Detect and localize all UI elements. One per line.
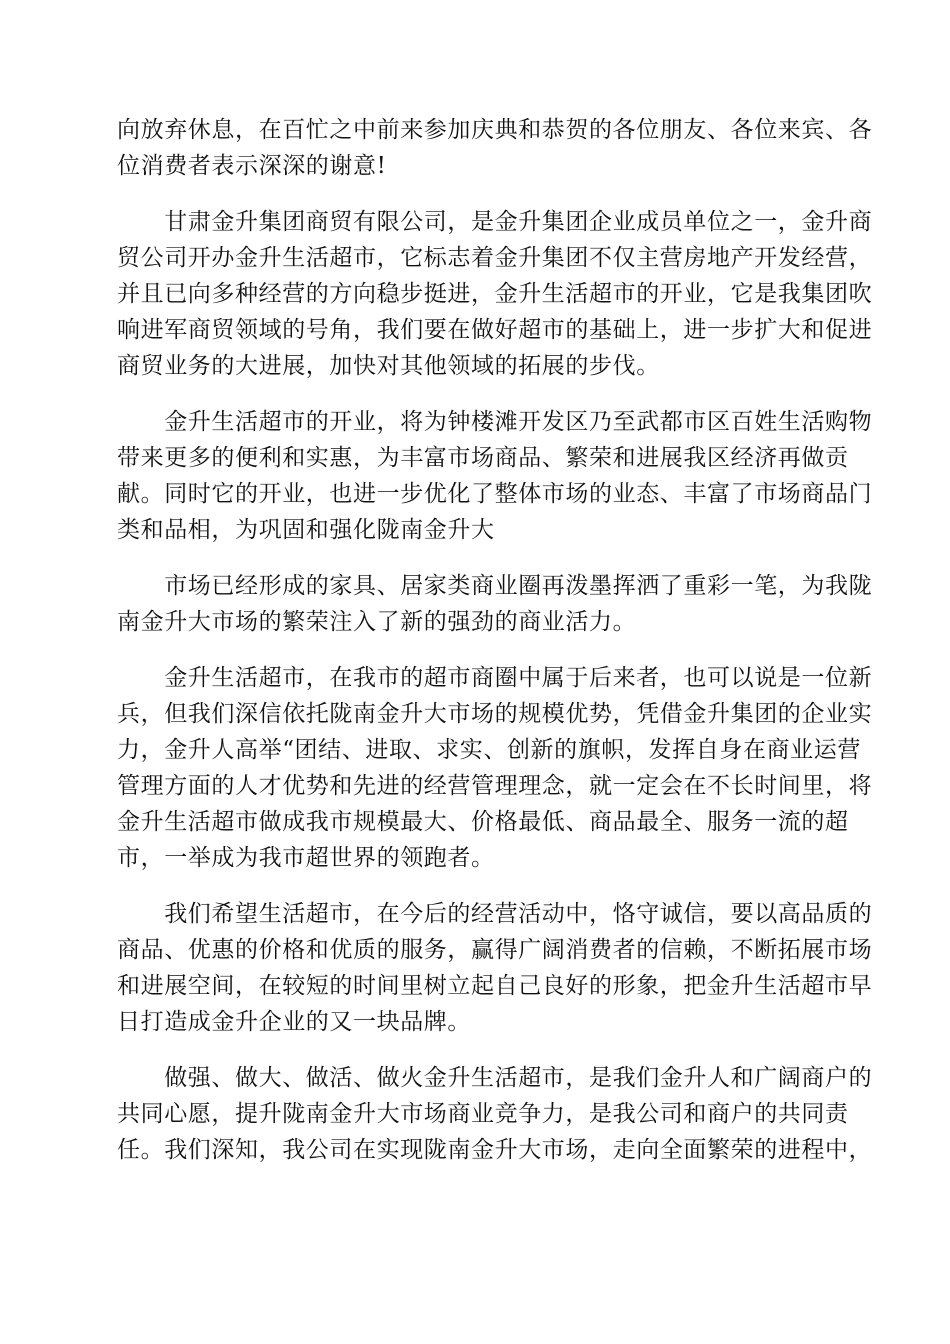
text-line: 位消费者表示深深的谢意! xyxy=(117,153,387,179)
text-line: 市场已经形成的家具、居家类商业圈再泼墨挥洒了重彩一笔，为我陇 xyxy=(117,573,873,599)
text-line: 带来更多的便利和实惠，为丰富市场商品、繁荣和进展我区经济再做贡 xyxy=(117,445,849,471)
text-line: 献。同时它的开业，也进一步优化了整体市场的业态、丰富了市场商品门 xyxy=(117,481,873,507)
text-line: 向放弃休息，在百忙之中前来参加庆典和恭贺的各位朋友、各位来宾、各 xyxy=(117,117,873,143)
text-line: 做强、做大、做活、做火金升生活超市，是我们金升人和广阔商户的 xyxy=(117,1065,873,1091)
paragraph-4 xyxy=(117,568,873,640)
paragraph-1 xyxy=(117,112,873,184)
text-line: 日打造成金升企业的又一块品牌。 xyxy=(117,1009,471,1035)
paragraph-3 xyxy=(117,404,873,548)
text-line: 商贸业务的大进展，加快对其他领域的拓展的步伐。 xyxy=(117,353,660,379)
text-line: 金升生活超市，在我市的超市商圈中属于后来者，也可以说是一位新 xyxy=(117,665,873,691)
text-line: 金升生活超市做成我市规模最大、价格最低、商品最全、服务一流的超 xyxy=(117,809,849,835)
text-line: 类和品相，为巩固和强化陇南金升大 xyxy=(117,517,495,543)
paragraph-7 xyxy=(117,1060,873,1168)
text-line: 和进展空间，在较短的时间里树立起自己良好的形象，把金升生活超市早 xyxy=(117,973,873,999)
text-line: 金升生活超市的开业，将为钟楼滩开发区乃至武都市区百姓生活购物 xyxy=(117,409,873,435)
text-line: 南金升大市场的繁荣注入了新的强劲的商业活力。 xyxy=(117,609,637,635)
text-line: 共同心愿，提升陇南金升大市场商业竞争力，是我公司和商户的共同责 xyxy=(117,1101,849,1127)
text-line: 我们希望生活超市，在今后的经营活动中，恪守诚信，要以高品质的 xyxy=(117,901,873,927)
text-line: 力，金升人高举“团结、进取、求实、创新的旗帜，发挥自身在商业运营 xyxy=(117,737,861,763)
text-line: 市，一举成为我市超世界的领跑者。 xyxy=(117,845,495,871)
text-line: 甘肃金升集团商贸有限公司，是金升集团企业成员单位之一，金升商 xyxy=(117,209,873,235)
text-line: 商品、优惠的价格和优质的服务，赢得广阔消费者的信赖，不断拓展市场 xyxy=(117,937,873,963)
text-line: 任。我们深知，我公司在实现陇南金升大市场，走向全面繁荣的进程中， xyxy=(117,1137,873,1163)
text-line: 贸公司开办金升生活超市，它标志着金升集团不仅主营房地产开发经营， xyxy=(117,245,873,271)
text-line: 响进军商贸领域的号角，我们要在做好超市的基础上，进一步扩大和促进 xyxy=(117,317,873,343)
text-line: 管理方面的人才优势和先进的经营管理理念，就一定会在不长时间里，将 xyxy=(117,773,873,799)
paragraph-2 xyxy=(117,204,873,384)
text-line: 并且已向多种经营的方向稳步挺进，金升生活超市的开业，它是我集团吹 xyxy=(117,281,873,307)
document-body xyxy=(117,112,873,1188)
text-line: 兵，但我们深信依托陇南金升大市场的规模优势，凭借金升集团的企业实 xyxy=(117,701,873,727)
paragraph-5 xyxy=(117,660,873,876)
paragraph-6 xyxy=(117,896,873,1040)
